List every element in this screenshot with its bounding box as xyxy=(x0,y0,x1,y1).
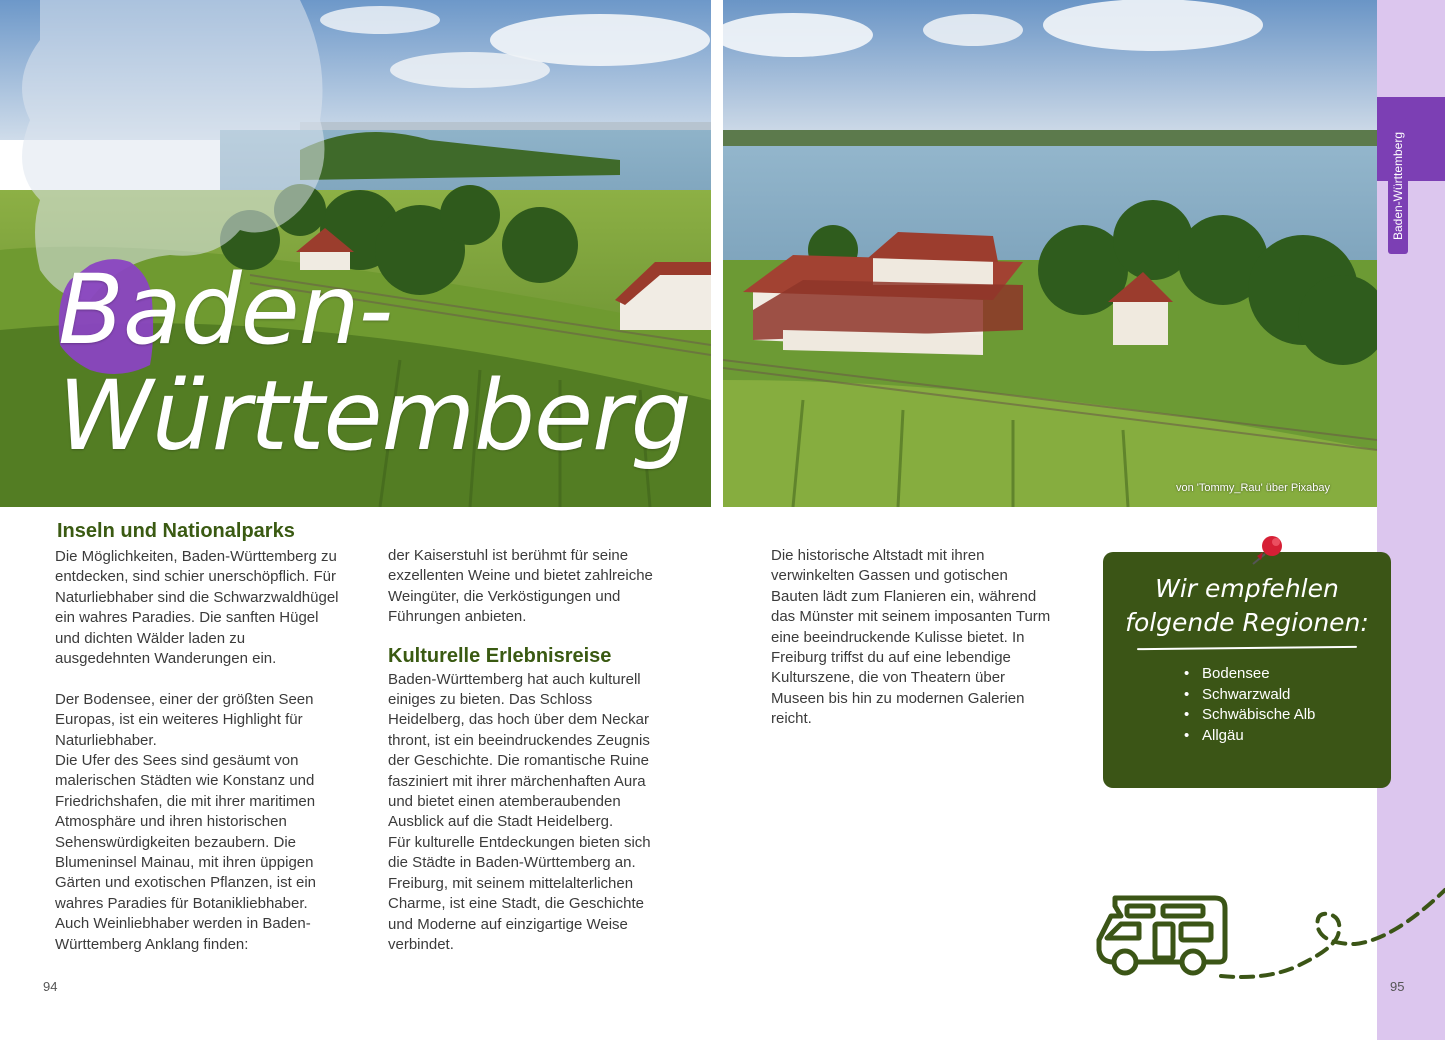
list-item: • Schwarzwald xyxy=(1184,685,1315,706)
side-tab-label: Baden-Württemberg xyxy=(1391,131,1405,241)
page-title-line1: Baden- xyxy=(58,254,393,366)
page-title xyxy=(58,254,691,472)
recommendation-title-line1: Wir empfehlen xyxy=(1155,574,1339,603)
map-pin-icon xyxy=(1245,532,1293,572)
list-item: • Bodensee xyxy=(1184,664,1315,685)
landscape-photo-right xyxy=(723,0,1377,507)
recommendation-list xyxy=(1184,664,1315,746)
paragraph: Baden-Württemberg hat auch kulturell einiges zu bieten. Das Schloss Heidelberg, das hoch über dem Neckar thront, ist ein beeindruckendes Zeugnis der Geschichte. Die romantische Ruine fasziniert mit ihrer märchenhaften Aura und bietet einen atemberaubenden Ausblick auf die Stadt Heidelberg. Für kulturelle Entdeckungen bieten sich die Städte in Baden-Württemberg an. Freiburg, mit seinem mittelalterlichen Charme, ist eine Stadt, die Geschichte und Moderne auf einzigartige Weise verbindet. xyxy=(388,670,651,953)
list-item: • Allgäu xyxy=(1184,726,1315,747)
text-column-3 xyxy=(771,546,1071,730)
paragraph: Die historische Altstadt mit ihren verwinkelten Gassen und gotischen Bauten lädt zum Flanieren ein, während das Münster mit seinem imposanten Turm eine beeindruckende Kulisse bietet. In Freiburg triffst du auf eine lebendige Kulturszene, die von Theatern über Museen bis hin zu modernen Galerien reicht. xyxy=(771,547,1051,728)
photo-credit: von 'Tommy_Rau' über Pixabay xyxy=(1176,482,1330,494)
section-heading-culture: Kulturelle Erlebnisreise xyxy=(388,644,612,667)
list-item: • Schwäbische Alb xyxy=(1184,705,1315,726)
section-heading-islands: Inseln und Nationalparks xyxy=(57,520,295,542)
paragraph: Die Möglichkeiten, Baden-Württemberg zu entdecken, sind schier unerschöpflich. Für Naturliebhaber sind die Schwarzwaldhügel ein wahres Paradies. Die sanften Hügel und dichten Wälder laden zu ausgedehnten Wanderungen ein. xyxy=(55,548,339,668)
text-column-2 xyxy=(388,546,678,955)
camper-van-icon xyxy=(1093,880,1445,990)
paragraph: Der Bodensee, einer der größten Seen Europas, ist ein weiteres Highlight für Naturliebhaber. Die Ufer des Sees sind gesäumt von malerischen Städten wie Konstanz und Friedrichshafen, die mit ihrer maritimen Atmosphäre und ihren historischen Sehenswürdigkeiten bezaubern. Die Blumeninsel Mainau, mit ihren üppigen Gärten und exotischen Pflanzen, ist ein wahres Paradies für Botanikliebhaber. Auch Weinliebhaber werden in Baden- Württemberg Anklang finden: xyxy=(55,690,316,953)
recommendation-title xyxy=(1103,572,1391,640)
photo-right xyxy=(723,0,1377,507)
page-title-line2: Württemberg xyxy=(58,360,691,472)
page-number-right: 95 xyxy=(1390,979,1405,994)
page-number-left: 94 xyxy=(43,979,58,994)
paragraph: der Kaiserstuhl ist berühmt für seine exzellenten Weine und bietet zahlreiche Weingüter, die Verköstigungen und Führungen anbieten. xyxy=(388,547,653,626)
text-column-1 xyxy=(55,519,355,955)
recommendation-title-line2: folgende Regionen: xyxy=(1125,608,1369,637)
